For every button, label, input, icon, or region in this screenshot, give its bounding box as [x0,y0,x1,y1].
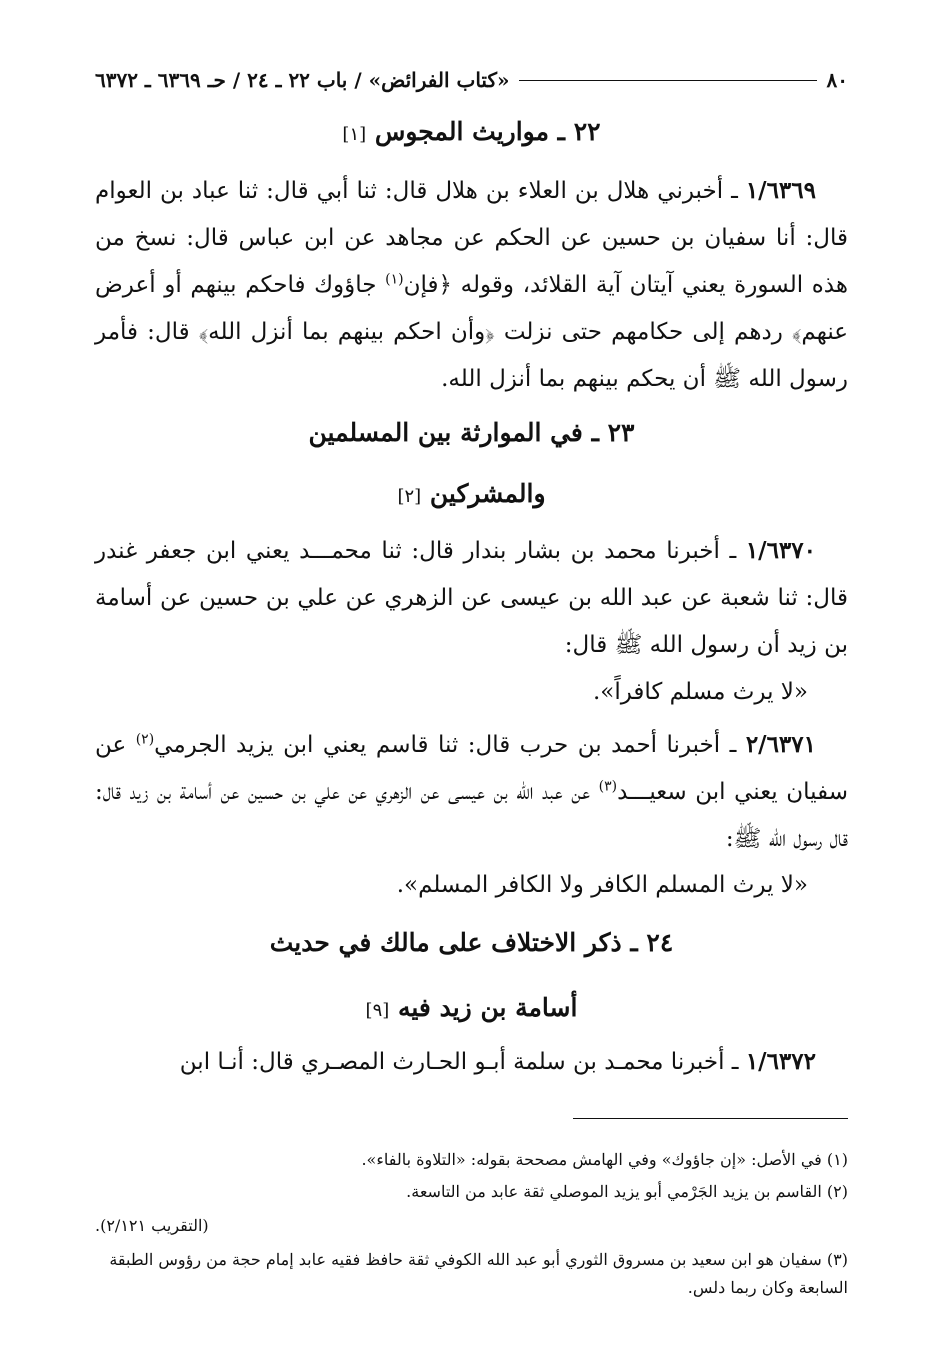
footnote-marker-3: (٣) [598,778,618,795]
chapter-title-24-line2 [95,990,848,1029]
footnote-marker-2: (٢) [135,731,155,748]
footnote-marker-1: (١) [385,271,404,288]
header-rule [519,80,816,81]
hadith-number: ٢/٦٣٧١ [745,731,816,758]
hadith-6372 [95,1038,848,1086]
hadith-6369 [95,167,848,403]
hadith-text-continued: عن عبد الله بن عيسى عن الزهري عن علي بن حسين عن أسامة بن زيد قال: قال رسول الله ﷺ: [95,779,848,852]
chapter-title-text: ٢٤ ـ ذكر الاختلاف على مالك في حديث [269,928,674,957]
hadith-number: ١/٦٣٦٩ [745,177,816,204]
hadith-6371 [95,721,848,863]
hadith-text-continued: عن سفيان يعني ابن سعيـــد [95,732,848,805]
chapter-title-23 [95,415,848,451]
hadith-number: ١/٦٣٧٠ [745,537,816,564]
footnote-3: (٣) سفيان هو ابن سعيد بن مسروق الثوري أبو عبد الله الكوفي ثقة حافظ فقيه عابد إمام حجة من رؤوس الطبقة السابعة وكان ربما دلس. [109,1250,848,1297]
chapter-title-text: أسامة بن زيد فيه [397,993,578,1022]
chapter-title-22 [95,114,848,153]
footnote-2-source: (التقريب ٢/١٢١). [95,1216,209,1235]
chapter-title-24 [95,925,848,961]
footnote-separator [573,1118,848,1119]
footnote-2: (٢) القاسم بن يزيد الجَرْمي أبو يزيد الموصلي ثقة عابد من التاسعة. [406,1182,848,1201]
chapter-ref: [٢] [397,486,422,507]
page-number: ٨٠ [826,68,848,92]
hadith-text: ـ أخبرنا محمد بن بشار بندار قال: ثنا محمـــد يعني ابن جعفر غندر قال: ثنا شعبة عن عبد الله بن عيسى عن الزهري عن علي بن حسين عن أسامة بن زيد أن رسول الله ﷺ قال: [95,538,848,658]
footnote-1: (١) في الأصل: «إن جاؤوك» وفي الهامش مصححة بقوله: «التلاوة بالفاء». [361,1150,848,1169]
hadith-number: ١/٦٣٧٢ [745,1048,816,1075]
running-title: «كتاب الفرائض» / باب ٢٢ ـ ٢٤ / حـ ٦٣٦٩ ـ ٦٣٧٢ [95,68,510,92]
chapter-title-text: والمشركين [429,479,546,508]
hadith-6370 [95,527,848,669]
chapter-ref: [٩] [365,1000,390,1021]
hadith-text: ـ أخبرنا أحمد بن حرب قال: ثنا قاسم يعني ابن يزيد الجرمي [154,732,737,758]
chapter-title-23-line2 [95,476,848,515]
hadith-text-continued: جاؤوك فاحكم بينهم أو أعرض عنهم﴾ ردهم إلى حكامهم حتى نزلت ﴿وأن احكم بينهم بما أنزل الله﴾ قال: فأمر رسول الله ﷺ أن يحكم بينهم بما أنزل الله. [95,272,848,392]
hadith-quote: «لا يرث مسلم كافراً». [592,679,808,705]
chapter-title-text: ٢٢ ـ مواريث المجوس [374,117,601,146]
running-header [95,62,848,98]
hadith-text: ـ أخبرنا محمـد بن سلمة أبـو الحـارث المصـري قال: أنـا ابن [179,1049,739,1075]
hadith-text: ـ أخبرني هلال بن العلاء بن هلال قال: ثنا أبي قال: ثنا عباد بن العوام قال: أنا سفيان بن حسين عن الحكم عن مجاهد عن ابن عباس قال: نسخ من هذه السورة يعني آيتان آية القلائد، وقوله ﴿فإن [95,178,849,298]
chapter-title-text: ٢٣ ـ في الموارثة بين المسلمين [308,418,635,447]
hadith-quote: «لا يرث المسلم الكافر ولا الكافر المسلم». [396,872,808,898]
chapter-ref: [١] [342,124,367,145]
